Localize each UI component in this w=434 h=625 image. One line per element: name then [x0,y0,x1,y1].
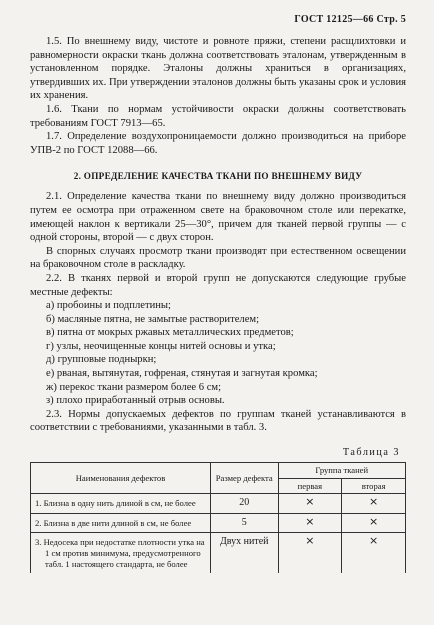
first-group-mark: × [278,513,342,533]
defect-size: Двух нитей [211,533,279,573]
paragraph-2-1: 2.1. Определение качества ткани по внешнему виду должно производиться путем ее осмотра при отраженном свете на браковочном столе или перекатке, имеющей наклон к вертикали 25—30°, причем для тканей первой группы — с одной стороны, второй — с двух сторон. [30,191,406,244]
paragraph-disputes: В спорных случаях просмотр ткани производят при естественном освещении на браковочном столе в раскладку. [30,245,406,271]
paragraph-1-5: 1.5. По внешнему виду, чистоте и ровноте пряжи, степени расщлихтовки и равномерности окраски ткань должна соответствовать эталонам, утвержденным в установленном порядке. Эталоны должны храниться в организациях, утвердивших их. При утверждении эталонов должны быть указаны срок и условия их хранения. [30,36,406,102]
list-item: а) пробоины и подплетины; [46,300,171,312]
table-row [31,513,406,533]
header-defect-name: Наименования дефектов [31,463,211,494]
header-defect-size: Размер дефекта [211,463,279,494]
table-row [31,494,406,514]
defects-list [30,299,406,408]
table-row [31,533,406,573]
list-item: з) плохо приработанный отрыв основы. [46,395,225,407]
defect-size: 5 [211,513,279,533]
paragraph-1-7: 1.7. Определение воздухопроницаемости должно производиться на приборе УПВ-2 по ГОСТ 12088—66. [30,131,406,156]
table-caption: Таблица 3 [342,447,400,459]
section-title: 2. ОПРЕДЕЛЕНИЕ КАЧЕСТВА ТКАНИ ПО ВНЕШНЕМУ ВИДУ [73,171,363,182]
list-item: б) масляные пятна, не замытые растворителем; [46,313,260,325]
first-group-mark: × [278,533,342,573]
second-group-mark: × [342,533,406,573]
first-group-mark: × [278,494,342,514]
defect-name: 3. Недосека при недостатке плотности утка на 1 см против минимума, предусмотренного табл. 1 настоящего стандарта, не более [31,533,211,573]
paragraph-2-2: 2.2. В тканях первой и второй групп не допускаются следующие грубые местные дефекты: [30,272,406,298]
list-item: г) узлы, неочищенные концы нитей основы и утка; [46,340,276,352]
list-item: ж) перекос ткани размером более 6 см; [46,381,222,393]
header-group-second: вторая [342,478,406,494]
defects-table [30,462,406,573]
second-group-mark: × [342,494,406,514]
list-item: е) рваная, вытянутая, гофреная, стянутая и загнутая кромка; [46,368,318,380]
list-item: в) пятна от мокрых ржавых металлических предметов; [46,327,294,339]
defect-size: 20 [211,494,279,514]
paragraph-2-3: 2.3. Нормы допускаемых дефектов по группам тканей устанавливаются в соответствии с требованиями, указанными в табл. 3. [30,408,406,434]
header-fabric-group: Группа тканей [278,463,406,479]
list-item: д) групповые подныркн; [46,354,157,366]
defect-name: 2. Близна в две нити длиной в см, не более [31,513,211,533]
page-header: ГОСТ 12125—66 Стр. 5 [294,14,406,25]
paragraph-1-6: 1.6. Ткани по нормам устойчивости окраски должны соответствовать требованиям ГОСТ 7913—65. [30,103,406,129]
defect-name: 1. Близна в одну нить длиной в см, не более [31,494,211,514]
header-group-first: первая [278,478,342,494]
second-group-mark: × [342,513,406,533]
